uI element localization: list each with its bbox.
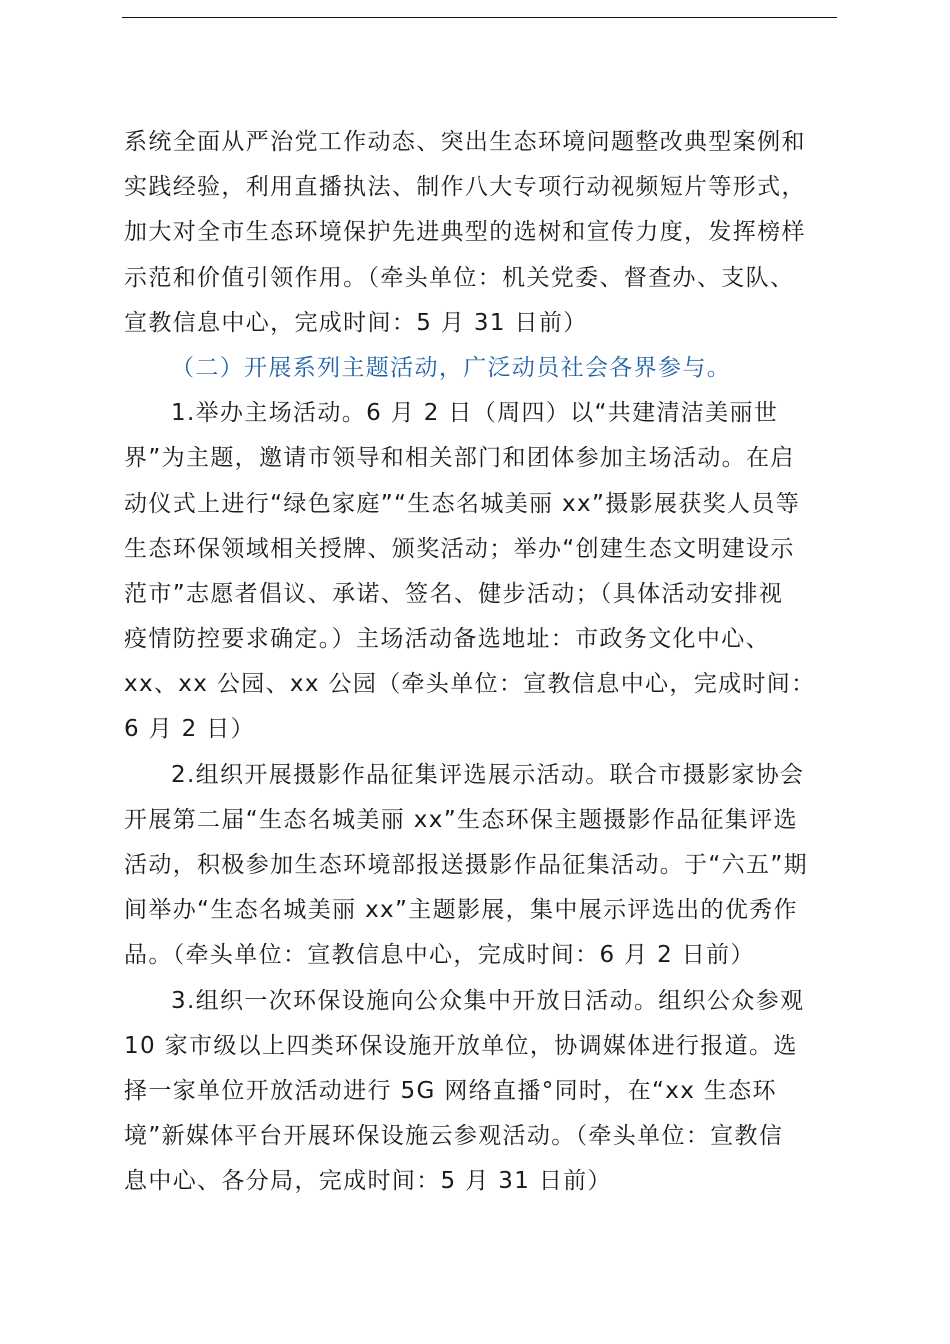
body-line: 加大对全市生态环境保护先进典型的选树和宣传力度，发挥榜样 (124, 219, 806, 246)
body-line: 界”为主题，邀请市领导和相关部门和团体参加主场活动。在启 (124, 445, 795, 472)
body-line: 范市”志愿者倡议、承诺、签名、健步活动；（具体活动安排视 (124, 580, 784, 607)
body-line: 开展第二届“生态名城美丽 xx”生态环保主题摄影作品征集评选 (124, 806, 798, 833)
body-line: 实践经验，利用直播执法、制作八大专项行动视频短片等形式， (124, 174, 806, 201)
body-line: 品。（牵头单位：宣教信息中心，完成时间：6 月 2 日前） (124, 942, 755, 969)
body-line: 择一家单位开放活动进行 5G 网络直播°同时，在“xx 生态环 (124, 1077, 777, 1104)
body-line: 系统全面从严治党工作动态、突出生态环境问题整改典型案例和 (124, 129, 806, 155)
document-body (124, 120, 836, 1205)
body-line: 宣教信息中心，完成时间：5 月 31 日前） (124, 309, 588, 336)
body-line: 动仪式上进行“绿色家庭”“生态名城美丽 xx”摄影展获奖人员等 (124, 490, 801, 517)
body-line: 生态环保领域相关授牌、颁奖活动；举办“创建生态文明建设示 (124, 535, 795, 562)
section-heading: （二）开展系列主题活动，广泛动员社会各界参与。 (171, 354, 732, 381)
body-line: 活动，积极参加生态环境部报送摄影作品征集活动。于“六五”期 (124, 852, 808, 878)
item-2-first-line: 2.组织开展摄影作品征集评选展示活动。联合市摄影家协会 (171, 761, 805, 788)
item-3-first-line: 3.组织一次环保设施向公众集中开放日活动。组织公众参观 (171, 987, 805, 1014)
body-line: 疫情防控要求确定。）主场活动备选地址：市政务文化中心、 (124, 626, 770, 653)
item-1-first-line: 1.举办主场活动。6 月 2 日（周四）以“共建清洁美丽世 (171, 400, 779, 427)
body-line: 境”新媒体平台开展环保设施云参观活动。（牵头单位：宣教信 (124, 1123, 784, 1150)
body-line: 6 月 2 日） (124, 716, 255, 743)
body-line: 息中心、各分局，完成时间：5 月 31 日前） (124, 1168, 612, 1195)
body-line: 示范和价值引领作用。（牵头单位：机关党委、督查办、支队、 (124, 264, 795, 291)
body-line: xx、xx 公园、xx 公园（牵头单位：宣教信息中心，完成时间： (124, 671, 816, 698)
body-line: 间举办“生态名城美丽 xx”主题影展，集中展示评选出的优秀作 (124, 897, 798, 924)
body-line: 10 家市级以上四类环保设施开放单位，协调媒体进行报道。选 (124, 1032, 798, 1059)
header-rule (122, 17, 837, 18)
